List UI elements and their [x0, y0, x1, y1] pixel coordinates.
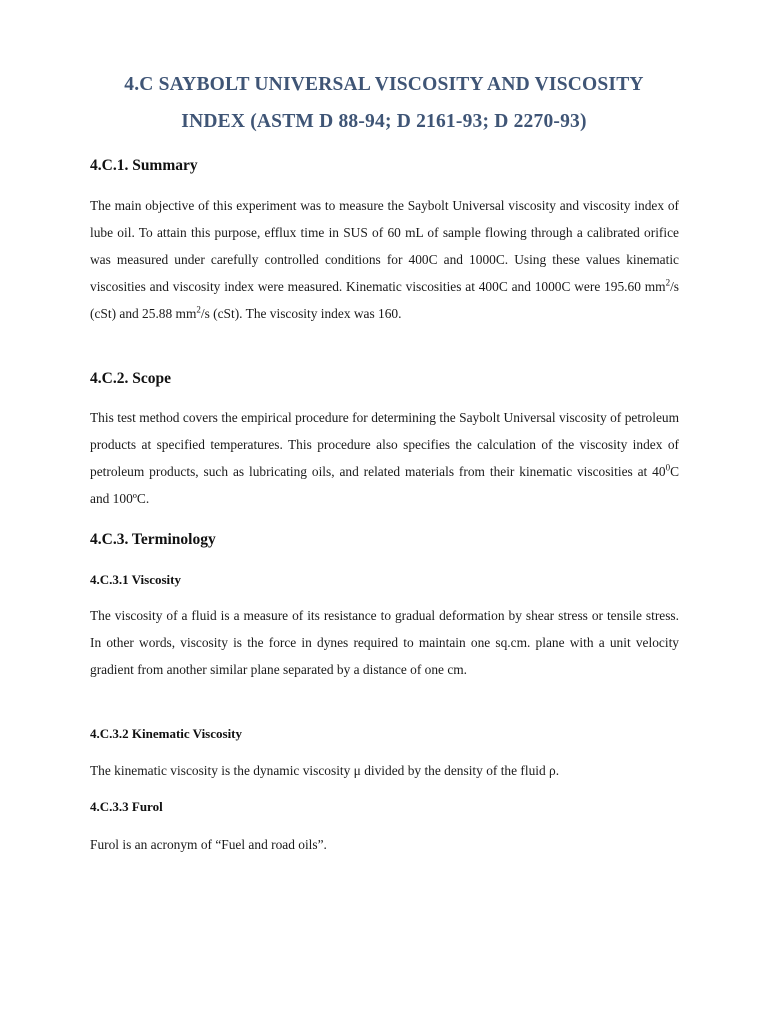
- viscosity-paragraph: The viscosity of a fluid is a measure of its resistance to gradual deformation by shear stress or tensile stress. In other words, viscosity is the force in dynes required to maintain one sq.cm. plane with a unit velocity gradient from another similar plane separated by a distance of one cm.: [90, 608, 679, 677]
- summary-text-b: /s (cSt) and 25.88 mm: [90, 279, 679, 321]
- scope-heading: 4.C.2. Scope: [90, 370, 171, 387]
- scope-paragraph: [90, 404, 679, 512]
- summary-text-c: /s (cSt). The viscosity index was 160.: [200, 306, 402, 321]
- viscosity-subheading: 4.C.3.1 Viscosity: [90, 572, 181, 587]
- document-title-line-2: INDEX (ASTM D 88-94; D 2161-93; D 2270-93): [181, 111, 587, 132]
- scope-text-a: This test method covers the empirical procedure for determining the Saybolt Universal viscosity of petroleum products at specified temperatures. This procedure also specifies the calculation of the viscosity index of petroleum products, such as lubricating oils, and related materials from their kinematic viscosities at 40: [90, 410, 679, 479]
- summary-sup-b: 2: [196, 304, 201, 315]
- furol-paragraph: Furol is an acronym of “Fuel and road oils”.: [90, 837, 327, 852]
- furol-subheading: 4.C.3.3 Furol: [90, 799, 163, 814]
- scope-sup-a: 0: [665, 462, 671, 473]
- kinematic-viscosity-paragraph: The kinematic viscosity is the dynamic viscosity μ divided by the density of the fluid ρ.: [90, 763, 560, 778]
- document-title-line-1: 4.C SAYBOLT UNIVERSAL VISCOSITY AND VISCOSITY: [124, 74, 644, 95]
- terminology-heading: 4.C.3. Terminology: [90, 531, 216, 548]
- summary-text-a: The main objective of this experiment was to measure the Saybolt Universal viscosity and viscosity index of lube oil. To attain this purpose, efflux time in SUS of 60 mL of sample flowing through a calibrated orifice was measured under carefully controlled conditions for 400C and 1000C. Using these values kinematic viscosities and viscosity index were measured. Kinematic viscosities at 400C and 1000C were 195.60 mm: [90, 198, 679, 294]
- summary-heading: 4.C.1. Summary: [90, 157, 198, 174]
- scope-text-b: C and 100ºC.: [90, 464, 679, 506]
- kinematic-viscosity-subheading: 4.C.3.2 Kinematic Viscosity: [90, 726, 243, 741]
- summary-sup-a: 2: [665, 277, 671, 288]
- summary-paragraph: [90, 192, 679, 327]
